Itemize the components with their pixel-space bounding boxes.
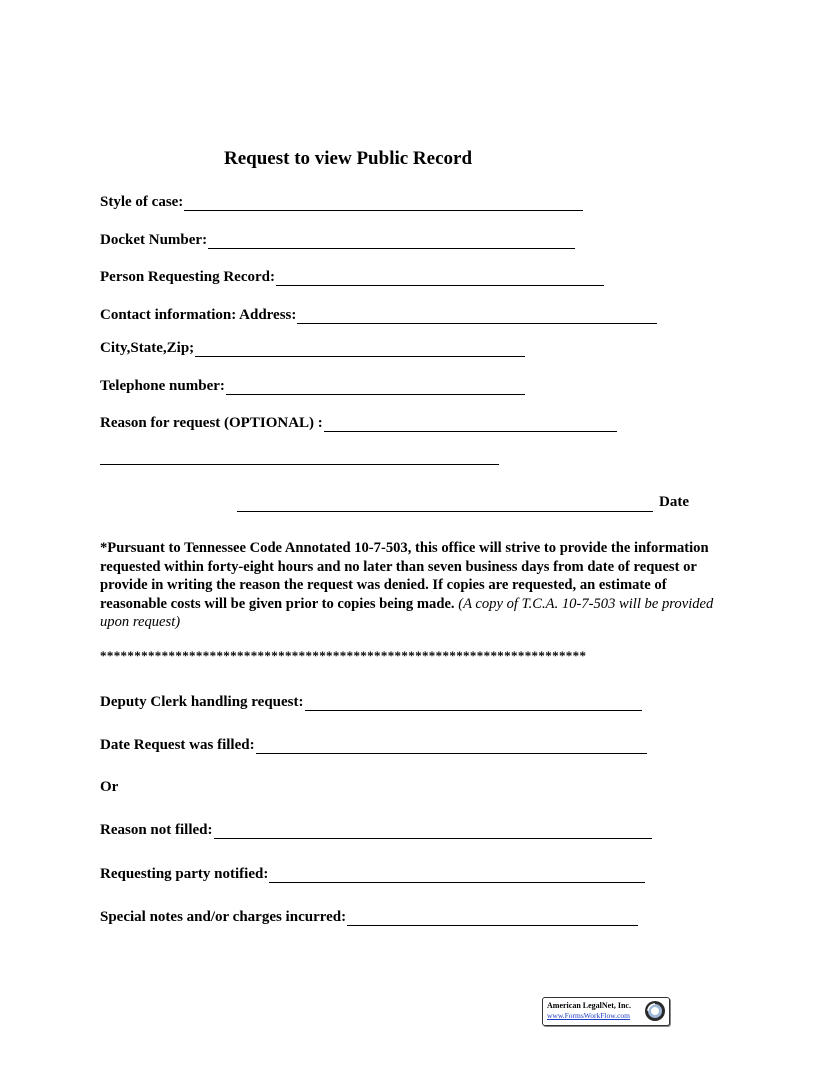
docket-number-field[interactable] xyxy=(100,232,575,249)
contact-address-line[interactable] xyxy=(297,309,657,324)
statute-copy-note: (A copy of T.C.A. 10-7-503 will be provided upon request) xyxy=(100,595,714,630)
statute-notice xyxy=(100,539,725,632)
style-of-case-field[interactable] xyxy=(100,194,583,211)
docket-number-line[interactable] xyxy=(208,234,575,249)
party-notified-line[interactable] xyxy=(269,868,645,883)
reason-not-filled-line[interactable] xyxy=(214,824,652,839)
reason-not-filled-field[interactable] xyxy=(100,822,652,839)
logo-company-name: American LegalNet, Inc. xyxy=(547,1001,631,1010)
contact-address-field[interactable] xyxy=(100,307,657,324)
separator-line: *********************************************************************** xyxy=(100,648,587,663)
date-filled-label: Date Request was filled: xyxy=(100,737,255,753)
deputy-clerk-field[interactable] xyxy=(100,694,642,711)
page-title: Request to view Public Record xyxy=(224,148,473,169)
telephone-label: Telephone number: xyxy=(100,378,225,394)
statute-notice-text: *Pursuant to Tennessee Code Annotated 10-7-503, this office will strive to provide the information requested within forty-eight hours and no later than seven business days from date of request or provide in writing the reason the request was denied. If copies are requested, an estimate of reasonable costs will be given prior to copies being made. xyxy=(100,540,709,612)
person-requesting-label: Person Requesting Record: xyxy=(100,269,275,285)
style-of-case-label: Style of case: xyxy=(100,194,184,210)
person-requesting-field[interactable] xyxy=(100,269,604,286)
reason-not-filled-label: Reason not filled: xyxy=(100,822,213,838)
style-of-case-line[interactable] xyxy=(184,196,583,211)
signature-line[interactable] xyxy=(237,510,653,512)
special-notes-label: Special notes and/or charges incurred: xyxy=(100,909,347,925)
telephone-field[interactable] xyxy=(100,378,525,395)
city-state-zip-field[interactable] xyxy=(100,340,525,357)
american-legalnet-logo[interactable] xyxy=(542,997,670,1026)
party-notified-field[interactable] xyxy=(100,866,645,883)
special-notes-line[interactable] xyxy=(347,911,638,926)
reason-optional-field[interactable] xyxy=(100,415,617,432)
contact-address-label: Contact information: Address: xyxy=(100,307,297,323)
telephone-line[interactable] xyxy=(226,380,525,395)
deputy-clerk-line[interactable] xyxy=(305,696,642,711)
reason-optional-label: Reason for request (OPTIONAL) : xyxy=(100,415,323,431)
date-label: Date xyxy=(659,494,689,510)
special-notes-field[interactable] xyxy=(100,909,638,926)
deputy-clerk-label: Deputy Clerk handling request: xyxy=(100,694,304,710)
person-requesting-line[interactable] xyxy=(276,271,604,286)
city-state-zip-line[interactable] xyxy=(195,342,525,357)
party-notified-label: Requesting party notified: xyxy=(100,866,269,882)
city-state-zip-label: City,State,Zip; xyxy=(100,340,195,356)
logo-url-link[interactable]: www.FormsWorkFlow.com xyxy=(547,1011,631,1020)
date-filled-line[interactable] xyxy=(256,739,647,754)
globe-icon xyxy=(644,1000,666,1022)
date-filled-field[interactable] xyxy=(100,737,647,754)
reason-optional-line[interactable] xyxy=(324,417,617,432)
docket-number-label: Docket Number: xyxy=(100,232,208,248)
reason-continuation-line[interactable] xyxy=(100,463,499,465)
or-label: Or xyxy=(100,779,119,795)
